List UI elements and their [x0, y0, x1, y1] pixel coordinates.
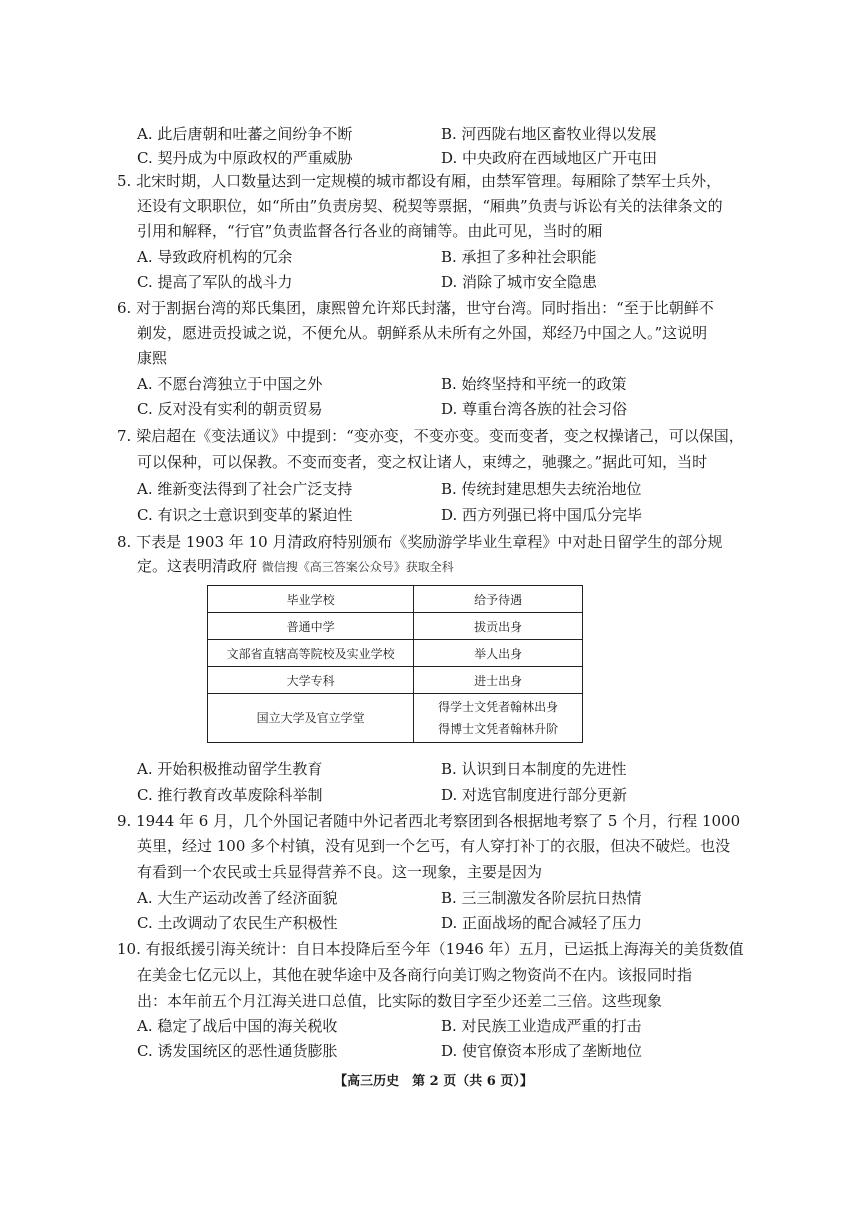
q10-stem-line-2: 在美金七亿元以上，其他在驶华途中及各商行向美订购之物资尚不在内。该报同时指 — [137, 966, 693, 984]
table-cell-treatment: 拔贡出身 — [414, 613, 583, 640]
table-cell-treatment — [414, 694, 583, 743]
table-cell-school: 国立大学及官立学堂 — [208, 694, 414, 743]
q6-option-a: A. 不愿台湾独立于中国之外 — [137, 375, 323, 393]
q4-option-a: A. 此后唐朝和吐蕃之间纷争不断 — [137, 125, 353, 143]
q8-table — [207, 585, 583, 743]
q8-stem-line-2: 定。这表明清政府 — [137, 557, 258, 575]
table-cell-school: 普通中学 — [208, 613, 414, 640]
q10-option-c: C. 诱发国统区的恶性通货膨胀 — [137, 1042, 338, 1060]
q6-option-d: D. 尊重台湾各族的社会习俗 — [441, 400, 628, 418]
q6-stem-line-2: 剃发，愿进贡投诚之说，不便允从。朝鲜系从未所有之外国，郑经乃中国之人。”这说明 — [137, 324, 708, 342]
table-cell-treatment: 进士出身 — [414, 667, 583, 694]
q5-stem-line-1: 5. 北宋时期，人口数量达到一定规模的城市都设有厢，由禁军管理。每厢除了禁军士兵外， — [117, 172, 722, 190]
q5-stem-line-2: 还设有文职职位，如“所由”负责房契、税契等票据，“厢典”负责与诉讼有关的法律条文的 — [137, 197, 723, 215]
q9-stem-line-1: 9. 1944 年 6 月，几个外国记者随中外记者西北考察团到各根据地考察了 5 个月，行程 1000 — [117, 812, 741, 830]
q5-option-d: D. 消除了城市安全隐患 — [441, 273, 598, 291]
q10-stem-line-3: 出：本年前五个月江海关进口总值，比实际的数目字至少还差二三倍。这些现象 — [137, 992, 663, 1010]
q9-option-c: C. 土改调动了农民生产积极性 — [137, 914, 338, 932]
q5-option-b: B. 承担了多种社会职能 — [441, 248, 597, 266]
q6-option-c: C. 反对没有实利的朝贡贸易 — [137, 400, 323, 418]
q6-stem-line-1: 6. 对于割据台湾的郑氏集团，康熙曾允许郑氏封藩，世守台湾。同时指出：“至于比朝鲜不 — [117, 299, 714, 317]
watermark-text: 微信搜《高三答案公众号》获取全科 — [261, 560, 454, 574]
table-header-row — [208, 586, 583, 613]
table-row — [208, 640, 583, 667]
q7-option-b: B. 传统封建思想失去统治地位 — [441, 480, 642, 498]
q5-stem-line-3: 引用和解释，“行官”负责监督各行各业的商铺等。由此可见，当时的厢 — [137, 222, 603, 240]
page-footer: 【高三历史 第 2 页（共 6 页）】 — [334, 1074, 533, 1089]
q7-option-a: A. 维新变法得到了社会广泛支持 — [137, 480, 353, 498]
table-header-treatment: 给予待遇 — [414, 586, 583, 613]
q8-stem-line-2-wrap — [137, 556, 454, 577]
q6-option-b: B. 始终坚持和平统一的政策 — [441, 375, 627, 393]
q4-option-d: D. 中央政府在西域地区广开屯田 — [441, 149, 658, 167]
q9-option-d: D. 正面战场的配合减轻了压力 — [441, 914, 643, 932]
q10-option-d: D. 使官僚资本形成了垄断地位 — [441, 1042, 643, 1060]
q8-option-d: D. 对选官制度进行部分更新 — [441, 786, 628, 804]
table-row — [208, 667, 583, 694]
q10-option-a: A. 稳定了战后中国的海关税收 — [137, 1017, 338, 1035]
q9-option-b: B. 三三制激发各阶层抗日热情 — [441, 889, 642, 907]
table-cell-school: 文部省直辖高等院校及实业学校 — [208, 640, 414, 667]
table-cell-school: 大学专科 — [208, 667, 414, 694]
q4-option-c: C. 契丹成为中原政权的严重威胁 — [137, 149, 353, 167]
q8-stem-line-1: 8. 下表是 1903 年 10 月清政府特别颁布《奖励游学毕业生章程》中对赴日留学生的部分规 — [117, 533, 723, 551]
q7-option-c: C. 有识之士意识到变革的紧迫性 — [137, 506, 353, 524]
q6-stem-line-3: 康熙 — [137, 349, 168, 367]
q10-option-b: B. 对民族工业造成严重的打击 — [441, 1017, 642, 1035]
q7-stem-line-2: 可以保种，可以保教。不变而变者，变之权让诸人，束缚之，驰骤之。”据此可知，当时 — [137, 453, 708, 471]
table-header-school: 毕业学校 — [208, 586, 414, 613]
q5-option-c: C. 提高了军队的战斗力 — [137, 273, 293, 291]
q8-option-a: A. 开始积极推动留学生教育 — [137, 760, 323, 778]
q9-stem-line-3: 有看到一个农民或士兵显得营养不良。这一现象，主要是因为 — [137, 863, 543, 881]
q7-stem-line-1: 7. 梁启超在《变法通议》中提到：“变亦变，不变亦变。变而变者，变之权操诸己，可以保国， — [117, 427, 744, 445]
q4-option-b: B. 河西陇右地区畜牧业得以发展 — [441, 125, 657, 143]
table-cell-treatment-line-1: 得学士文凭者翰林出身 — [438, 700, 559, 714]
table-cell-treatment-line-2: 得博士文凭者翰林升阶 — [438, 722, 559, 736]
q9-stem-line-2: 英里，经过 100 多个村镇，没有见到一个乞丐，有人穿打补丁的衣服，但决不破烂。也没 — [137, 837, 731, 855]
q7-option-d: D. 西方列强已将中国瓜分完毕 — [441, 506, 643, 524]
q8-option-c: C. 推行教育改革废除科举制 — [137, 786, 323, 804]
q5-option-a: A. 导致政府机构的冗余 — [137, 248, 293, 266]
q8-option-b: B. 认识到日本制度的先进性 — [441, 760, 627, 778]
q9-option-a: A. 大生产运动改善了经济面貌 — [137, 889, 338, 907]
q10-stem-line-1: 10. 有报纸援引海关统计：自日本投降后至今年（1946 年）五月，已运抵上海海关的美货数值 — [117, 940, 744, 958]
table-cell-treatment: 举人出身 — [414, 640, 583, 667]
table-row — [208, 694, 583, 743]
table-row — [208, 613, 583, 640]
